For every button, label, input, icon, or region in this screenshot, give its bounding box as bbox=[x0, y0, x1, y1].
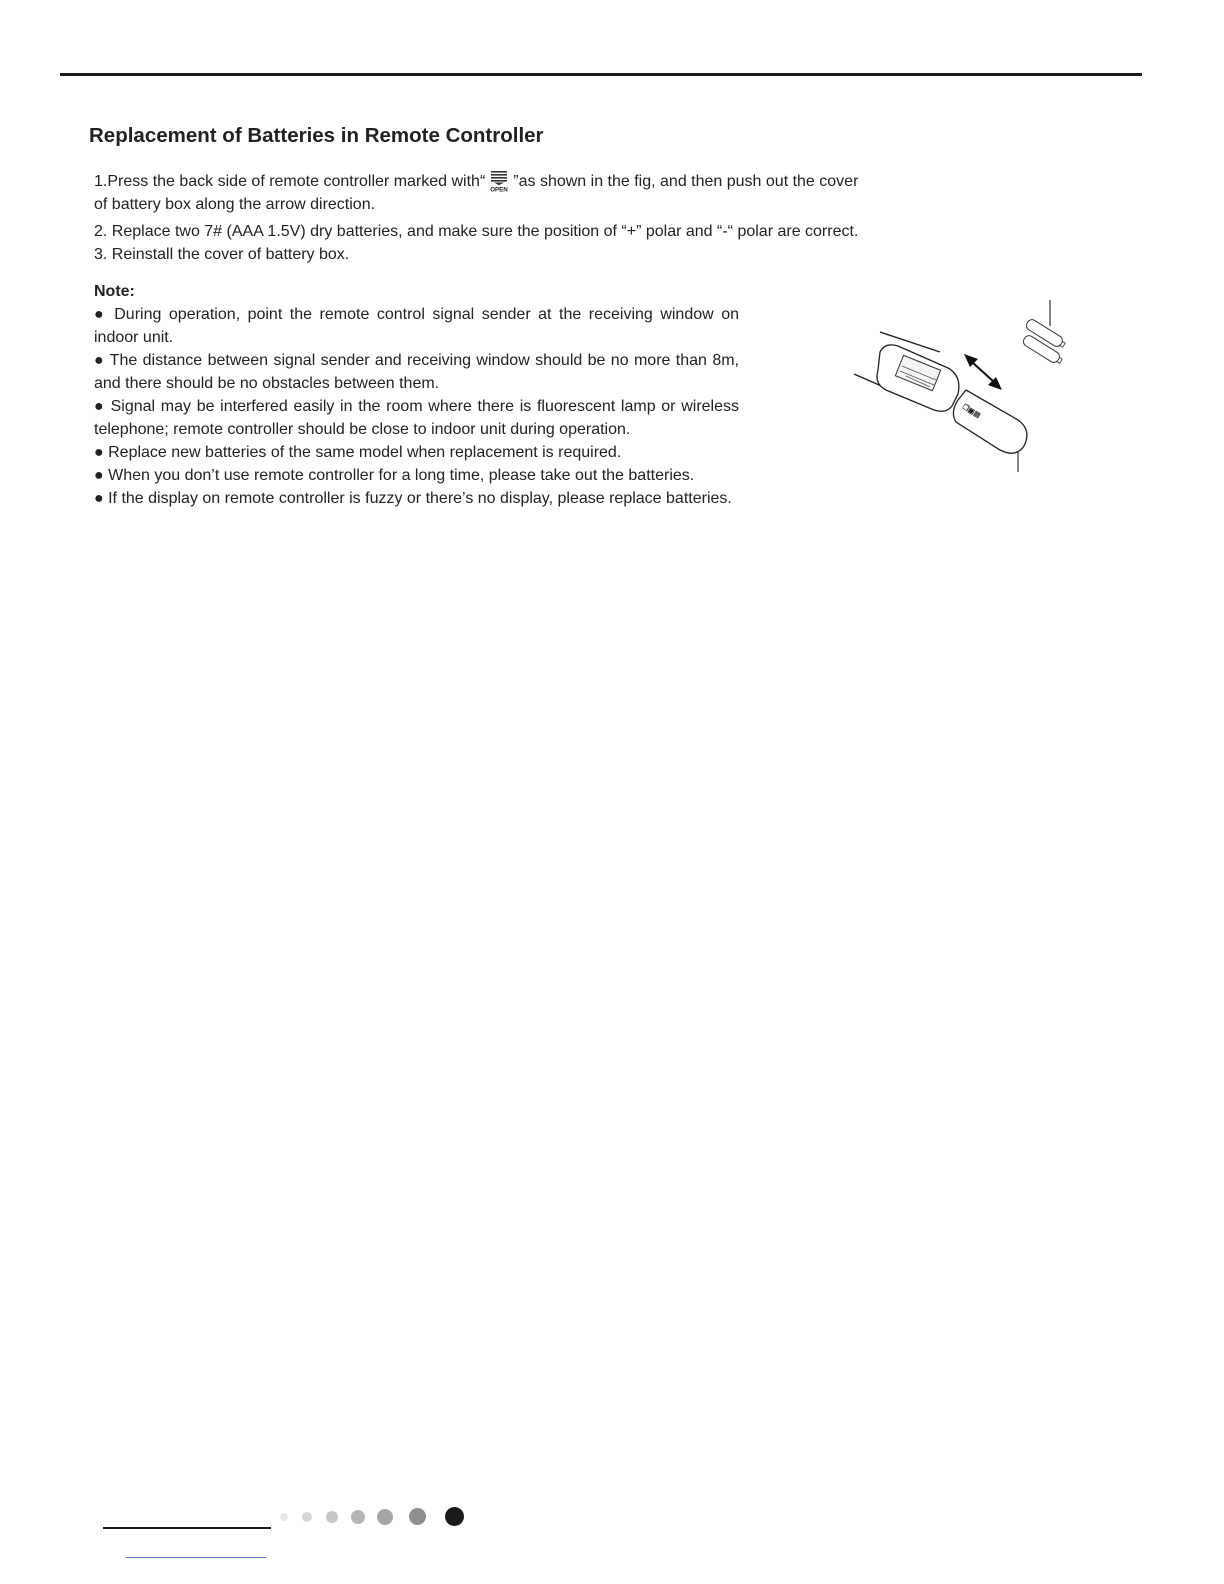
note-item: ● If the display on remote controller is fuzzy or there’s no display, please replace batteries. bbox=[94, 490, 732, 507]
page-title: Replacement of Batteries in Remote Controller bbox=[89, 124, 544, 147]
footer-dots bbox=[278, 1506, 478, 1528]
step-1 bbox=[94, 170, 924, 193]
note-item: ● When you don’t use remote controller for a long time, please take out the batteries. bbox=[94, 467, 695, 484]
note-title: Note: bbox=[94, 283, 135, 300]
note-item: ● Signal may be interfered easily in the room where there is fluorescent lamp or wireless telephone; remote controller should be close to indoor unit during operation. bbox=[94, 398, 739, 438]
footer-rule bbox=[103, 1527, 271, 1529]
footer-dot bbox=[326, 1511, 338, 1523]
step-1-text-after: ”as shown in the fig, and then push out the cover bbox=[513, 173, 859, 190]
steps-section bbox=[94, 170, 924, 266]
double-arrow-icon bbox=[964, 354, 1002, 390]
step-1-line-2: of battery box along the arrow direction. bbox=[94, 196, 376, 213]
open-icon bbox=[487, 170, 511, 192]
batteries-icon bbox=[1022, 318, 1067, 366]
step-2: 2. Replace two 7# (AAA 1.5V) dry batteries, and make sure the position of “+” polar and “-“ polar are correct. bbox=[94, 223, 859, 240]
note-item: ● The distance between signal sender and receiving window should be no more than 8m, and there should be no obstacles between them. bbox=[94, 352, 739, 392]
remote-controller-icon bbox=[854, 332, 959, 411]
footer-dot bbox=[302, 1512, 312, 1522]
footer-dot bbox=[351, 1510, 365, 1524]
footer-dot bbox=[445, 1507, 464, 1526]
footer-link-rule bbox=[126, 1557, 266, 1558]
open-icon-label: OPEN bbox=[490, 186, 509, 192]
footer-dot bbox=[280, 1513, 288, 1521]
footer-dot bbox=[409, 1508, 426, 1525]
note-item: ● Replace new batteries of the same model when replacement is required. bbox=[94, 444, 622, 461]
step-3: 3. Reinstall the cover of battery box. bbox=[94, 246, 350, 263]
note-section bbox=[94, 280, 739, 510]
note-item: ● During operation, point the remote control signal sender at the receiving window on indoor unit. bbox=[94, 306, 739, 346]
step-1-text-before: 1.Press the back side of remote controller marked with“ bbox=[94, 173, 486, 190]
battery-replacement-figure bbox=[840, 290, 1090, 480]
battery-cover-icon bbox=[953, 390, 1026, 453]
svg-text:❐▣▤: ❐▣▤ bbox=[961, 403, 982, 420]
header-rule bbox=[60, 73, 1142, 76]
footer-dot bbox=[377, 1509, 393, 1525]
